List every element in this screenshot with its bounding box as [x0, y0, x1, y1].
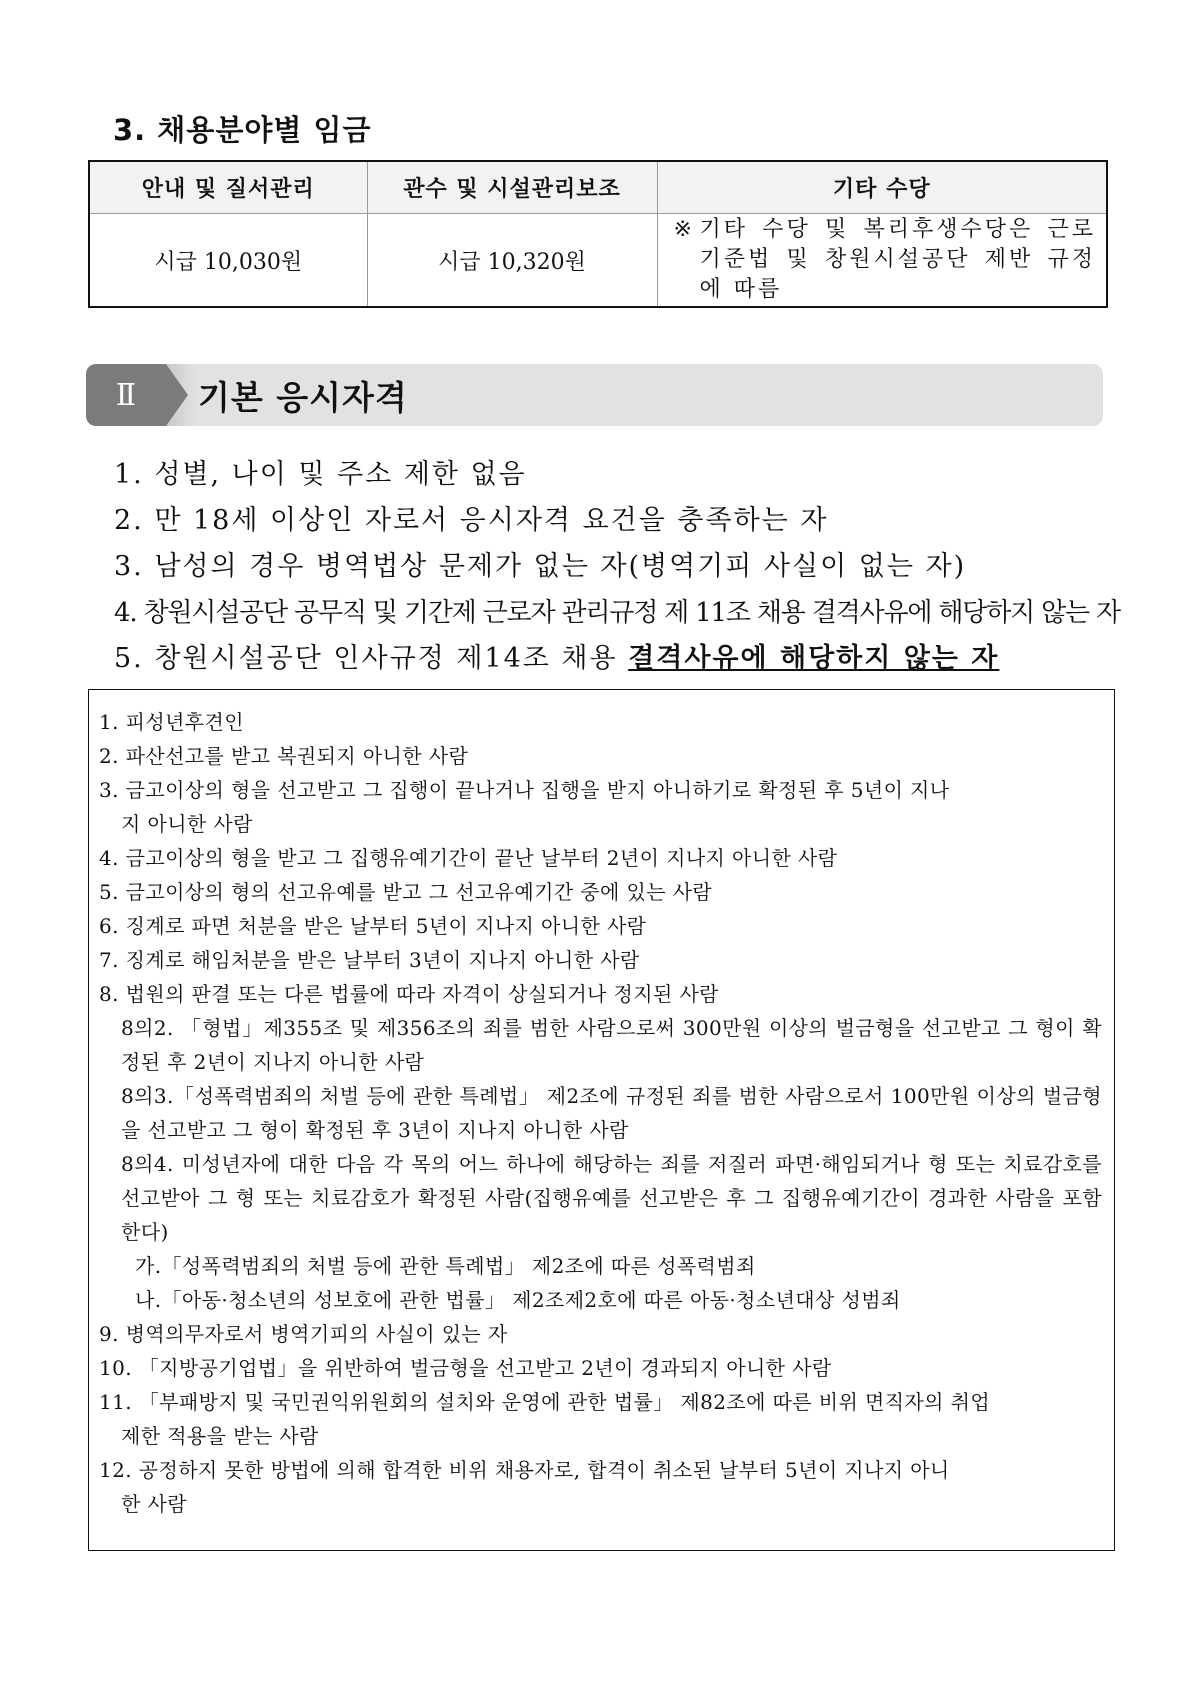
- qualification-text: 5. 창원시설공단 인사규정 제14조 채용: [114, 643, 629, 674]
- disqualification-text: 10. 「지방공기업법」을 위반하여 벌금형을 선고받고 2년이 경과되지 아니한 사람: [99, 1356, 832, 1380]
- disqualification-text: 가.「성폭력범죄의 처벌 등에 관한 특례법」 제2조에 따른 성폭력범죄: [135, 1254, 756, 1278]
- disqualification-item: [99, 977, 1102, 1011]
- disqualification-item: [99, 1283, 1102, 1317]
- reference-mark-icon: ※: [673, 217, 692, 242]
- qualification-item: 2. 만 18세 이상인 자로서 응시자격 요건을 충족하는 자: [114, 505, 829, 536]
- qualification-item: 4. 창원시설공단 공무직 및 기간제 근로자 관리규정 제 11조 채용 결격사유에 해당하지 않는 자: [114, 598, 1120, 628]
- disqualification-text: 11. 「부패방지 및 국민권익위원회의 설치와 운영에 관한 법률」 제82조에 따른 비위 면직자의 취업: [99, 1390, 991, 1414]
- disqualification-item: [99, 739, 1102, 773]
- header-facility-assist: 관수 및 시설관리보조: [367, 161, 657, 214]
- qualification-emphasis: 결격사유에 해당하지 않는 자: [628, 643, 1000, 674]
- banner-arrow-icon: [166, 364, 188, 426]
- disqualification-text-continued: 한 사람: [121, 1492, 187, 1516]
- section-title-wages: 3. 채용분야별 임금: [113, 113, 372, 147]
- disqualification-text: 1. 피성년후견인: [99, 710, 244, 734]
- header-other-allowance: 기타 수당: [657, 161, 1107, 214]
- disqualification-text-continued: 지 아니한 사람: [121, 812, 253, 836]
- qualification-list: [114, 452, 1120, 682]
- section-title-qualifications: 기본 응시자격: [198, 378, 408, 417]
- disqualification-item: [99, 1079, 1102, 1147]
- disqualification-text: 나.「아동·청소년의 성보호에 관한 법률」 제2조제2호에 따른 아동·청소년대상 성범죄: [135, 1288, 901, 1312]
- disqualification-text: 9. 병역의무자로서 병역기피의 사실이 있는 자: [99, 1322, 508, 1346]
- disqualification-text-continued: 제한 적용을 받는 사람: [121, 1424, 319, 1448]
- disqualification-text: 7. 징계로 해임처분을 받은 날부터 3년이 지나지 아니한 사람: [99, 948, 640, 972]
- disqualification-text: 6. 징계로 파면 처분을 받은 날부터 5년이 지나지 아니한 사람: [99, 914, 647, 938]
- disqualification-text: 12. 공정하지 못한 방법에 의해 합격한 비위 채용자로, 합격이 취소된 날부터 5년이 지나지 아니: [99, 1458, 950, 1482]
- disqualification-item: [99, 1385, 1102, 1453]
- disqualification-item: [99, 841, 1102, 875]
- section-banner: [86, 364, 1103, 426]
- qualification-item: 3. 남성의 경우 병역법상 문제가 없는 자(병역기피 사실이 없는 자): [114, 551, 967, 582]
- disqualification-item: [99, 1453, 1102, 1521]
- wage-table: [88, 160, 1108, 308]
- wage-facility-assist: 시급 10,320원: [367, 214, 657, 308]
- wage-table-row: [89, 214, 1107, 308]
- disqualification-item: [99, 909, 1102, 943]
- wage-guide-order: 시급 10,030원: [154, 249, 303, 275]
- disqualification-item: [99, 943, 1102, 977]
- qualification-item: 1. 성별, 나이 및 주소 제한 없음: [114, 459, 527, 490]
- disqualification-text: 3. 금고이상의 형을 선고받고 그 집행이 끝나거나 집행을 받지 아니하기로 확정된 후 5년이 지나: [99, 778, 950, 802]
- disqualification-item: [99, 1351, 1102, 1385]
- disqualification-text: 8의3.「성폭력범죄의 처벌 등에 관한 특례법」 제2조에 규정된 죄를 범한 사람으로서 100만원 이상의 벌금형을 선고받고 그 형이 확정된 후 3년이 지나지 아니한 사람: [121, 1084, 1102, 1142]
- section-number: Ⅱ: [86, 364, 166, 426]
- disqualification-item: [99, 1011, 1102, 1079]
- qualification-item: [114, 636, 1120, 682]
- disqualification-text: 8의4. 미성년자에 대한 다음 각 목의 어느 하나에 해당하는 죄를 저질러 파면·해임되거나 형 또는 치료감호를 선고받아 그 형 또는 치료감호가 확정된 사람(집행유예를 선고받은 후 그 집행유예기간이 경과한 사람을 포함한다): [121, 1152, 1102, 1244]
- disqualification-item: [99, 875, 1102, 909]
- disqualification-item: [99, 1147, 1102, 1249]
- disqualification-text: 5. 금고이상의 형의 선고유예를 받고 그 선고유예기간 중에 있는 사람: [99, 880, 713, 904]
- disqualification-item: [99, 773, 1102, 841]
- disqualification-item: [99, 1249, 1102, 1283]
- disqualification-text: 2. 파산선고를 받고 복권되지 아니한 사람: [99, 744, 469, 768]
- disqualification-box: [88, 689, 1115, 1551]
- disqualification-text: 4. 금고이상의 형을 받고 그 집행유예기간이 끝난 날부터 2년이 지나지 아니한 사람: [99, 846, 838, 870]
- allowance-note-cell: [657, 214, 1107, 308]
- disqualification-item: [99, 705, 1102, 739]
- header-guide-order: 안내 및 질서관리: [89, 161, 367, 214]
- disqualification-text: 8의2. 「형법」제355조 및 제356조의 죄를 범한 사람으로써 300만원 이상의 벌금형을 선고받고 그 형이 확정된 후 2년이 지나지 아니한 사람: [121, 1016, 1102, 1074]
- disqualification-item: [99, 1317, 1102, 1351]
- disqualification-text: 8. 법원의 판결 또는 다른 법률에 따라 자격이 상실되거나 정지된 사람: [99, 982, 719, 1006]
- wage-table-header-row: [89, 161, 1107, 214]
- allowance-note: 기타 수당 및 복리후생수당은 근로기준법 및 창원시설공단 제반 규정에 따름: [699, 217, 1096, 302]
